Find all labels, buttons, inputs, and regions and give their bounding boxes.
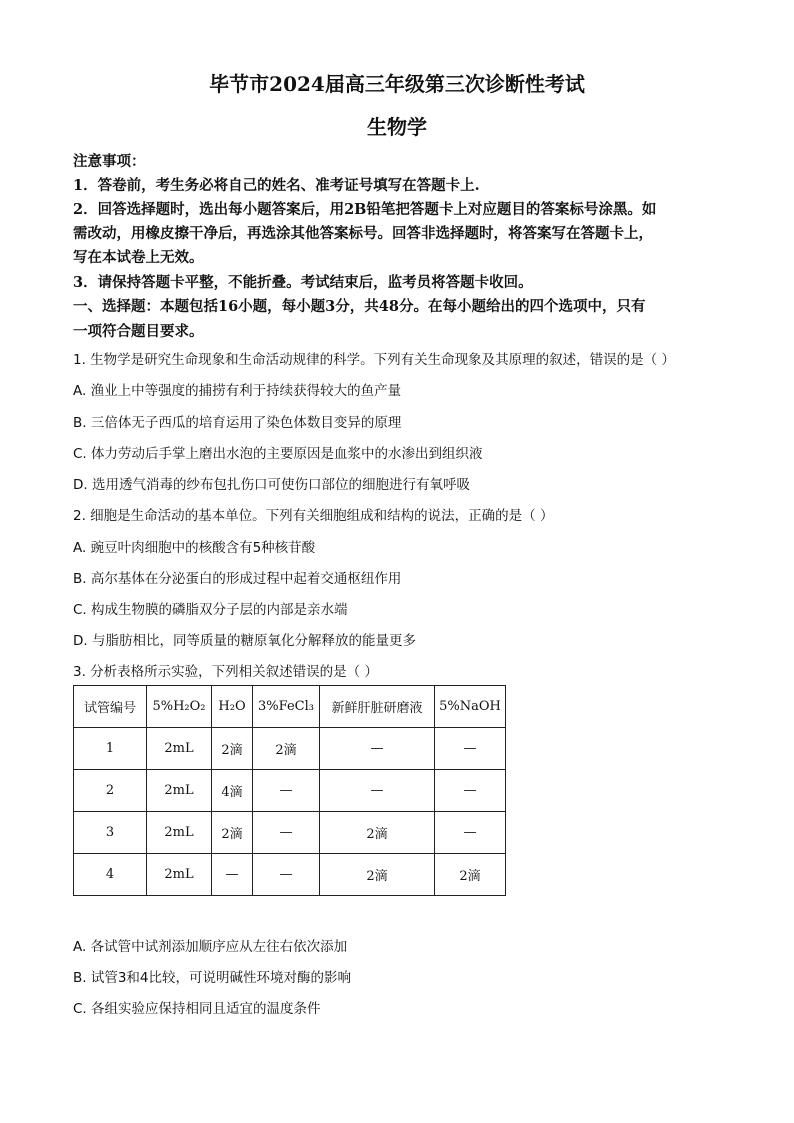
table-cell: 2滴 [320, 854, 435, 896]
table-cell: 2滴 [212, 728, 253, 770]
question-3-stem: 3. 分析表格所示实验，下列相关叙述错误的是（ ） [73, 664, 378, 680]
question-2-option-d: D. 与脂肪相比，同等质量的糖原氧化分解释放的能量更多 [73, 633, 416, 649]
table-cell: 2mL [147, 812, 212, 854]
table-row [74, 770, 506, 812]
table-cell: 3 [74, 812, 147, 854]
note-line: 3．请保持答题卡平整，不能折叠。考试结束后，监考员将答题卡收回。 [73, 274, 533, 291]
table-cell: 2滴 [253, 728, 320, 770]
question-3-option-a: A. 各试管中试剂添加顺序应从左往右依次添加 [73, 939, 348, 955]
table-cell: 2mL [147, 770, 212, 812]
question-3-option-c: C. 各组实验应保持相同且适宜的温度条件 [73, 1001, 321, 1017]
question-1-option-a: A. 渔业上中等强度的捕捞有利于持续获得较大的鱼产量 [73, 383, 402, 399]
note-line: 写在本试卷上无效。 [73, 249, 204, 266]
table-cell: — [253, 812, 320, 854]
note-line: 需改动，用橡皮擦干净后，再选涂其他答案标号。回答非选择题时，将答案写在答题卡上， [73, 225, 653, 242]
question-1-stem: 1. 生物学是研究生命现象和生命活动规律的科学。下列有关生命现象及其原理的叙述，错误的是（ ） [73, 352, 675, 368]
question-3-option-b: B. 试管3和4比较，可说明碱性环境对酶的影响 [73, 970, 352, 986]
note-line: 2．回答选择题时，选出每小题答案后，用2B铅笔把答题卡上对应题目的答案标号涂黑。如 [73, 201, 657, 218]
table-cell: 4滴 [212, 770, 253, 812]
table-cell: — [253, 854, 320, 896]
table-row [74, 812, 506, 854]
table-cell: — [435, 812, 506, 854]
table-cell: 4 [74, 854, 147, 896]
exam-title: 毕节市2024届高三年级第三次诊断性考试 [209, 72, 585, 96]
experiment-table [73, 685, 506, 896]
table-header-cell: 5%H₂O₂ [147, 686, 212, 728]
table-cell: — [212, 854, 253, 896]
question-2-stem: 2. 细胞是生命活动的基本单位。下列有关细胞组成和结构的说法，正确的是（ ） [73, 508, 554, 524]
section-heading: 一、选择题：本题包括16小题，每小题3分，共48分。在每小题给出的四个选项中，只有 [73, 298, 646, 315]
subject-title: 生物学 [367, 115, 427, 139]
table-cell: 2滴 [320, 812, 435, 854]
table-header-cell: 5%NaOH [435, 686, 506, 728]
question-2-option-a: A. 豌豆叶肉细胞中的核酸含有5种核苷酸 [73, 540, 316, 556]
table-cell: 2滴 [435, 854, 506, 896]
table-row [74, 728, 506, 770]
table-cell: 2mL [147, 728, 212, 770]
table-cell: 2mL [147, 854, 212, 896]
table-header-cell: 3%FeCl₃ [253, 686, 320, 728]
note-line: 1．答卷前，考生务必将自己的姓名、准考证号填写在答题卡上. [73, 177, 480, 194]
table-header-cell: 试管编号 [74, 686, 147, 728]
table-cell: — [320, 770, 435, 812]
table-cell: 2滴 [212, 812, 253, 854]
question-1-option-c: C. 体力劳动后手掌上磨出水泡的主要原因是血浆中的水渗出到组织液 [73, 446, 483, 462]
question-2-option-c: C. 构成生物膜的磷脂双分子层的内部是亲水端 [73, 602, 348, 618]
question-1-option-b: B. 三倍体无子西瓜的培育运用了染色体数目变异的原理 [73, 415, 402, 431]
table-cell: — [253, 770, 320, 812]
table-cell: 1 [74, 728, 147, 770]
table-header-row [74, 686, 506, 728]
table-cell: — [435, 770, 506, 812]
table-cell: — [320, 728, 435, 770]
question-1-option-d: D. 选用透气消毒的纱布包扎伤口可使伤口部位的细胞进行有氧呼吸 [73, 477, 470, 493]
notes-heading: 注意事项： [73, 153, 146, 170]
section-heading: 一项符合题目要求。 [73, 323, 204, 340]
table-header-cell: H₂O [212, 686, 253, 728]
question-2-option-b: B. 高尔基体在分泌蛋白的形成过程中起着交通枢纽作用 [73, 571, 402, 587]
table-cell: 2 [74, 770, 147, 812]
table-cell: — [435, 728, 506, 770]
table-header-cell: 新鲜肝脏研磨液 [320, 686, 435, 728]
table-row [74, 854, 506, 896]
